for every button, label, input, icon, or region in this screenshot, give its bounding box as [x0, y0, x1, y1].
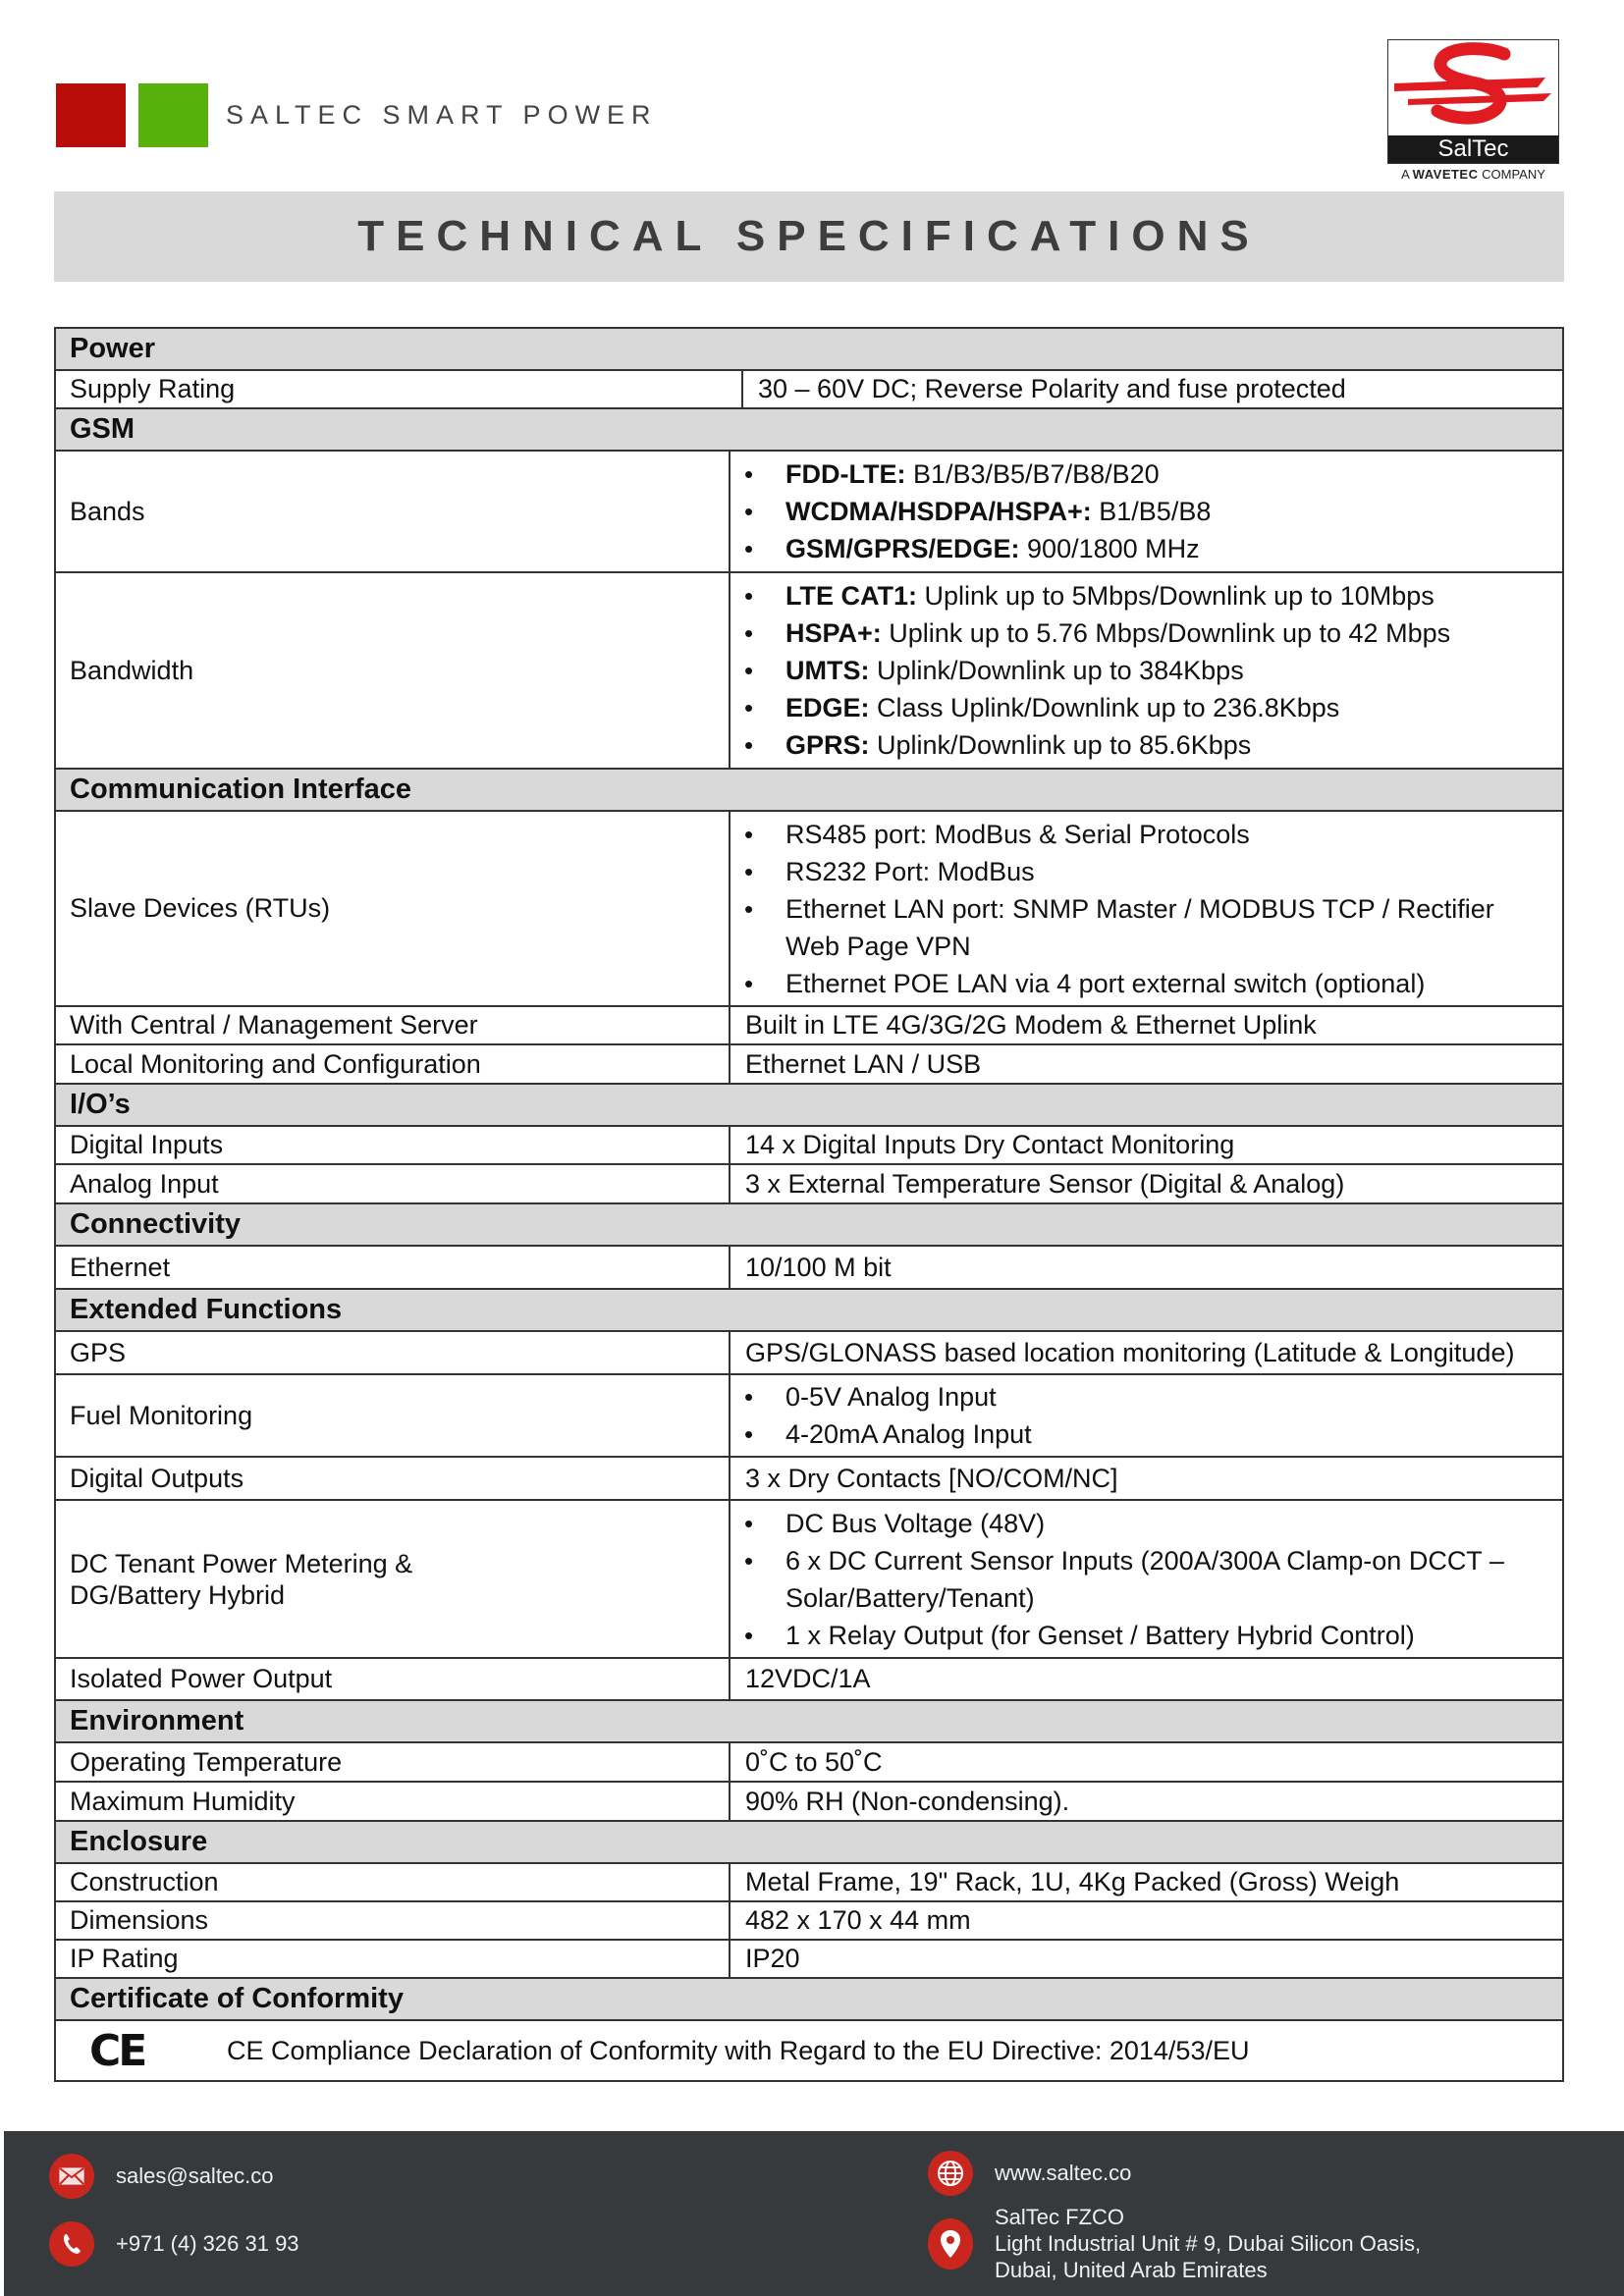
- spec-row: [56, 1902, 1562, 1941]
- tagline-prefix: A: [1401, 167, 1413, 182]
- fuel-list: [731, 1378, 1562, 1453]
- section-heading: Communication Interface: [70, 774, 412, 805]
- spec-value: [731, 573, 1562, 768]
- list-item: • 0-5V Analog Input: [731, 1378, 1562, 1415]
- spec-row: [56, 1247, 1562, 1290]
- list-item: • RS232 Port: ModBus: [731, 853, 1562, 890]
- item-key: HSPA+:: [785, 618, 882, 648]
- spec-value: Metal Frame, 19" Rack, 1U, 4Kg Packed (Gross) Weigh: [745, 1867, 1400, 1896]
- section-heading: GSM: [70, 413, 135, 445]
- item-value: B1/B5/B8: [1091, 497, 1212, 526]
- bands-list: [731, 455, 1562, 567]
- list-item: • Ethernet POE LAN via 4 port external switch (optional): [731, 965, 1562, 1002]
- slave-devices-list: [731, 816, 1562, 1002]
- list-item: • DC Bus Voltage (48V): [731, 1505, 1562, 1542]
- spec-row: [56, 1501, 1562, 1659]
- item-value: Uplink up to 5.76 Mbps/Downlink up to 42 Mbps: [881, 618, 1451, 648]
- section-heading: Certificate of Conformity: [70, 1983, 404, 2014]
- section-extended-functions: [56, 1290, 1562, 1332]
- item-key: LTE CAT1:: [785, 581, 917, 611]
- spec-label: IP Rating: [56, 1941, 731, 1977]
- spec-value: 30 – 60V DC; Reverse Polarity and fuse protected: [758, 374, 1346, 403]
- section-gsm: [56, 409, 1562, 452]
- section-heading: Power: [70, 333, 156, 364]
- item-key: UMTS:: [785, 656, 870, 685]
- list-item: • 4-20mA Analog Input: [731, 1415, 1562, 1453]
- brand-green-square: [138, 83, 208, 147]
- spec-value: Ethernet LAN / USB: [745, 1048, 982, 1079]
- spec-row: [56, 1659, 1562, 1701]
- email-link[interactable]: sales@saltec.co: [116, 2163, 274, 2188]
- section-heading: Enclosure: [70, 1826, 208, 1857]
- brand-header: [56, 83, 658, 147]
- section-heading: Environment: [70, 1705, 244, 1736]
- label-line: DC Tenant Power Metering &: [70, 1548, 413, 1578]
- spec-row: [56, 1375, 1562, 1458]
- spec-label: Isolated Power Output: [56, 1659, 731, 1699]
- spec-value: 90% RH (Non-condensing).: [745, 1786, 1070, 1816]
- footer-website: [928, 2151, 1131, 2196]
- tagline-brand: WAVETEC: [1412, 167, 1479, 182]
- spec-label: Construction: [56, 1864, 731, 1900]
- tagline-suffix: COMPANY: [1478, 167, 1545, 182]
- spec-value: [731, 1501, 1562, 1657]
- spec-row: [56, 1165, 1562, 1204]
- list-item: • Ethernet LAN port: SNMP Master / MODBUS TCP / Rectifier Web Page VPN: [731, 890, 1562, 965]
- footer: [4, 2131, 1624, 2296]
- address-block: [995, 2204, 1421, 2283]
- spec-value: [731, 1375, 1562, 1456]
- saltec-s-logo-icon: [1388, 40, 1558, 135]
- spec-row: [56, 812, 1562, 1007]
- list-item: [731, 689, 1562, 726]
- spec-label: Bandwidth: [56, 573, 731, 768]
- logo-name: SalTec: [1388, 135, 1558, 163]
- section-power: [56, 329, 1562, 371]
- spec-label: Bands: [56, 452, 731, 571]
- spec-value: 3 x External Temperature Sensor (Digital & Analog): [745, 1168, 1345, 1199]
- website-link[interactable]: www.saltec.co: [995, 2161, 1132, 2185]
- section-heading: Connectivity: [70, 1208, 242, 1240]
- spec-label: Slave Devices (RTUs): [56, 812, 731, 1005]
- spec-row: [56, 1332, 1562, 1375]
- spec-label: Ethernet: [56, 1247, 731, 1288]
- globe-icon: [928, 2151, 973, 2196]
- item-value: Uplink/Downlink up to 85.6Kbps: [869, 730, 1252, 760]
- item-key: GPRS:: [785, 730, 870, 760]
- brand-text: SALTEC SMART POWER: [226, 100, 658, 130]
- location-pin-icon: [928, 2218, 973, 2269]
- spec-label: Digital Inputs: [56, 1127, 731, 1163]
- spec-row: [56, 1458, 1562, 1501]
- spec-label: Maximum Humidity: [56, 1783, 731, 1820]
- spec-label: Supply Rating: [56, 371, 743, 407]
- section-io: [56, 1085, 1562, 1127]
- spec-label: Dimensions: [56, 1902, 731, 1939]
- spec-value: 10/100 M bit: [745, 1252, 892, 1282]
- spec-row: [56, 1743, 1562, 1783]
- spec-value: [731, 452, 1562, 571]
- item-value: B1/B3/B5/B7/B8/B20: [905, 459, 1160, 489]
- item-key: EDGE:: [785, 693, 870, 722]
- list-item: [731, 726, 1562, 764]
- spec-row: [56, 1783, 1562, 1822]
- spec-row: [56, 371, 1562, 409]
- list-item: [731, 455, 1562, 493]
- item-value: Uplink/Downlink up to 384Kbps: [869, 656, 1244, 685]
- page-title: TECHNICAL SPECIFICATIONS: [357, 212, 1261, 260]
- list-item: • 6 x DC Current Sensor Inputs (200A/300A Clamp-on DCCT – Solar/Battery/Tenant): [731, 1542, 1562, 1617]
- spec-value: 482 x 170 x 44 mm: [745, 1905, 971, 1935]
- spec-row: [56, 1007, 1562, 1045]
- address-city: Dubai, United Arab Emirates: [995, 2258, 1268, 2282]
- list-item: [731, 577, 1562, 614]
- list-item: [731, 530, 1562, 567]
- footer-email: [49, 2154, 274, 2199]
- dc-tenant-list: [731, 1505, 1562, 1654]
- saltec-logo: [1387, 39, 1559, 164]
- spec-label: [56, 1501, 731, 1657]
- footer-phone: [49, 2221, 299, 2267]
- address-street: Light Industrial Unit # 9, Dubai Silicon Oasis,: [995, 2231, 1422, 2256]
- spec-value: 12VDC/1A: [745, 1664, 871, 1693]
- item-key: WCDMA/HSDPA/HSPA+:: [785, 497, 1092, 526]
- logo-tagline: [1382, 167, 1564, 182]
- list-item: [731, 493, 1562, 530]
- list-item: • 1 x Relay Output (for Genset / Battery Hybrid Control): [731, 1617, 1562, 1654]
- spec-value: GPS/GLONASS based location monitoring (Latitude & Longitude): [745, 1337, 1515, 1367]
- spec-value: [731, 812, 1562, 1005]
- spec-label: GPS: [56, 1332, 731, 1373]
- spec-row: [56, 1127, 1562, 1165]
- spec-row: [56, 1045, 1562, 1085]
- bandwidth-list: [731, 577, 1562, 764]
- address-company: SalTec FZCO: [995, 2205, 1125, 2229]
- phone-number[interactable]: +971 (4) 326 31 93: [116, 2231, 299, 2256]
- spec-label: With Central / Management Server: [56, 1007, 731, 1043]
- ce-row: [56, 2021, 1562, 2080]
- footer-address: [928, 2204, 1421, 2283]
- section-certificate: [56, 1979, 1562, 2021]
- spec-table: [54, 327, 1564, 2082]
- title-banner: [54, 191, 1564, 282]
- section-heading: Extended Functions: [70, 1294, 343, 1325]
- spec-value: 0˚C to 50˚C: [745, 1746, 883, 1777]
- ce-text: CE Compliance Declaration of Conformity with Regard to the EU Directive: 2014/53/EU: [227, 2035, 1250, 2065]
- item-value: Class Uplink/Downlink up to 236.8Kbps: [869, 693, 1340, 722]
- envelope-icon: [49, 2154, 94, 2199]
- spec-label: Fuel Monitoring: [56, 1375, 731, 1456]
- item-key: GSM/GPRS/EDGE:: [785, 534, 1020, 563]
- spec-label: Analog Input: [56, 1165, 731, 1202]
- spec-row: [56, 1864, 1562, 1902]
- spec-value: 3 x Dry Contacts [NO/COM/NC]: [745, 1463, 1118, 1493]
- list-item: [731, 652, 1562, 689]
- spec-label: Local Monitoring and Configuration: [56, 1045, 731, 1083]
- list-item: • RS485 port: ModBus & Serial Protocols: [731, 816, 1562, 853]
- item-value: Uplink up to 5Mbps/Downlink up to 10Mbps: [917, 581, 1435, 611]
- list-item: [731, 614, 1562, 652]
- ce-mark-icon: CE: [89, 2025, 145, 2076]
- brand-red-square: [56, 83, 126, 147]
- section-heading: I/O’s: [70, 1089, 131, 1120]
- item-key: FDD-LTE:: [785, 459, 906, 489]
- section-enclosure: [56, 1822, 1562, 1864]
- phone-icon: [49, 2221, 94, 2267]
- section-connectivity: [56, 1204, 1562, 1247]
- spec-label: Operating Temperature: [56, 1743, 731, 1781]
- spec-value: 14 x Digital Inputs Dry Contact Monitoring: [745, 1130, 1235, 1159]
- section-environment: [56, 1701, 1562, 1743]
- spec-row: [56, 1941, 1562, 1979]
- spec-value: Built in LTE 4G/3G/2G Modem & Ethernet Uplink: [745, 1010, 1317, 1040]
- section-communication-interface: [56, 770, 1562, 812]
- spec-label: Digital Outputs: [56, 1458, 731, 1499]
- spec-row: [56, 573, 1562, 770]
- item-value: 900/1800 MHz: [1019, 534, 1200, 563]
- spec-value: IP20: [745, 1944, 800, 1973]
- label-line: DG/Battery Hybrid: [70, 1579, 286, 1610]
- spec-row: [56, 452, 1562, 573]
